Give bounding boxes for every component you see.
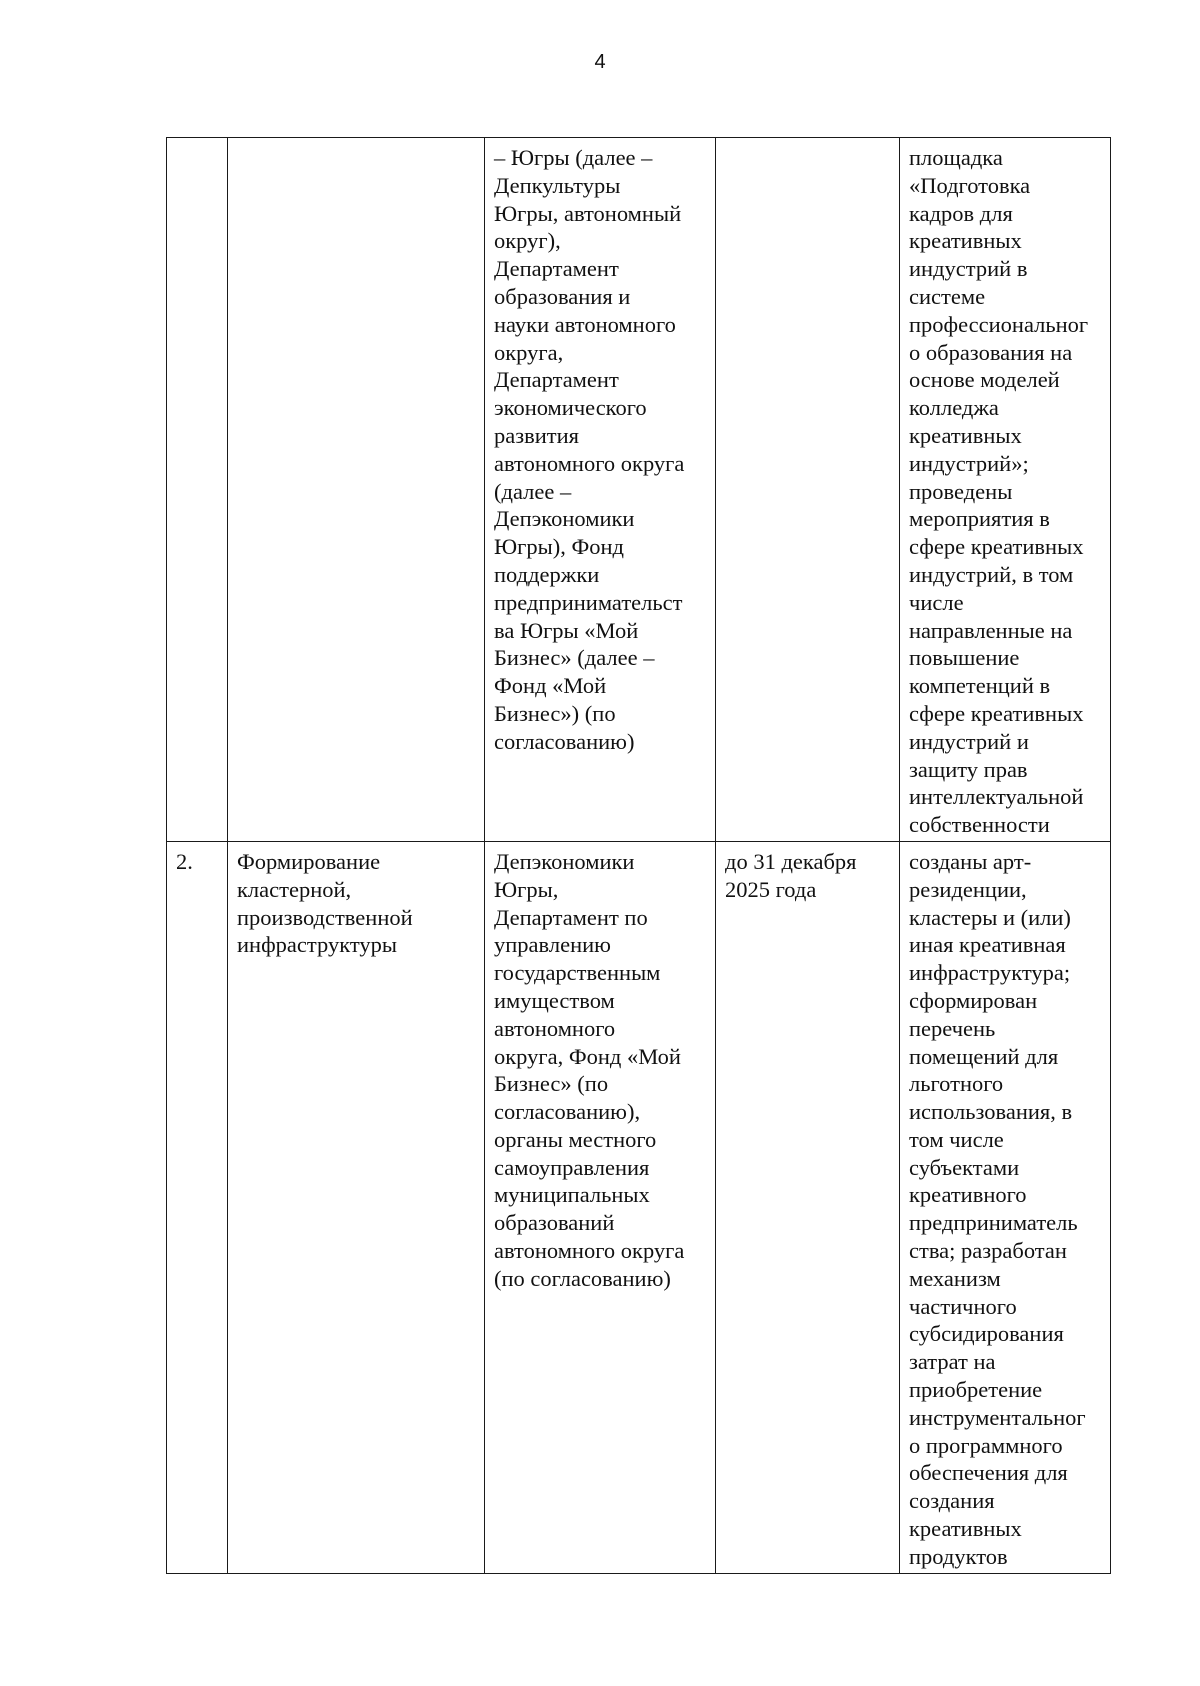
table-row bbox=[167, 138, 1111, 842]
cell-executors bbox=[485, 138, 716, 842]
executors-text: – Югры (далее – Депкультуры Югры, автономный округ), Департамент образования и науки автономного округа, Департамент экономического развития автономного округа (далее – Депэкономики Югры), Фонд поддержки предпринимательст ва Югры «Мой Бизнес» (далее – Фонд «Мой Бизнес») (по согласованию) bbox=[494, 145, 685, 754]
cell-result bbox=[900, 841, 1111, 1573]
deadline-text: до 31 декабря 2025 года bbox=[725, 848, 857, 902]
measure-name-text: Формирование кластерной, производственной инфраструктуры bbox=[237, 848, 413, 958]
result-text: площадка «Подготовка кадров для креативных индустрий в системе профессиональног о образования на основе моделей колледжа креативных индустрий»; проведены мероприятия в сфере креативных индустрий, в том числе направленные на повышение компетенций в сфере креативных индустрий и защиту прав интеллектуальной собственности bbox=[909, 145, 1089, 838]
cell-number bbox=[167, 841, 228, 1573]
measures-table bbox=[166, 137, 1111, 1574]
executors-text: Депэкономики Югры, Департамент по управлению государственным имуществом автономного округа, Фонд «Мой Бизнес» (по согласованию), органы местного самоуправления муниципальных образований автономного округа (по согласованию) bbox=[494, 848, 685, 1291]
cell-number bbox=[167, 138, 228, 842]
result-text: созданы арт- резиденции, кластеры и (или) иная креативная инфраструктура; сформирован перечень помещений для льготного использования, в том числе субъектами креативного предприниматель ства; разработан механизм частичного субсидирования затрат на приобретение инструментальног о программного обеспечения для создания креативных продуктов bbox=[909, 848, 1086, 1569]
row-number: 2. bbox=[176, 848, 193, 874]
cell-measure-name bbox=[228, 138, 485, 842]
cell-measure-name bbox=[228, 841, 485, 1573]
page-number: 4 bbox=[594, 51, 606, 73]
table-row bbox=[167, 841, 1111, 1573]
cell-deadline bbox=[716, 138, 900, 842]
cell-result bbox=[900, 138, 1111, 842]
cell-deadline bbox=[716, 841, 900, 1573]
cell-executors bbox=[485, 841, 716, 1573]
